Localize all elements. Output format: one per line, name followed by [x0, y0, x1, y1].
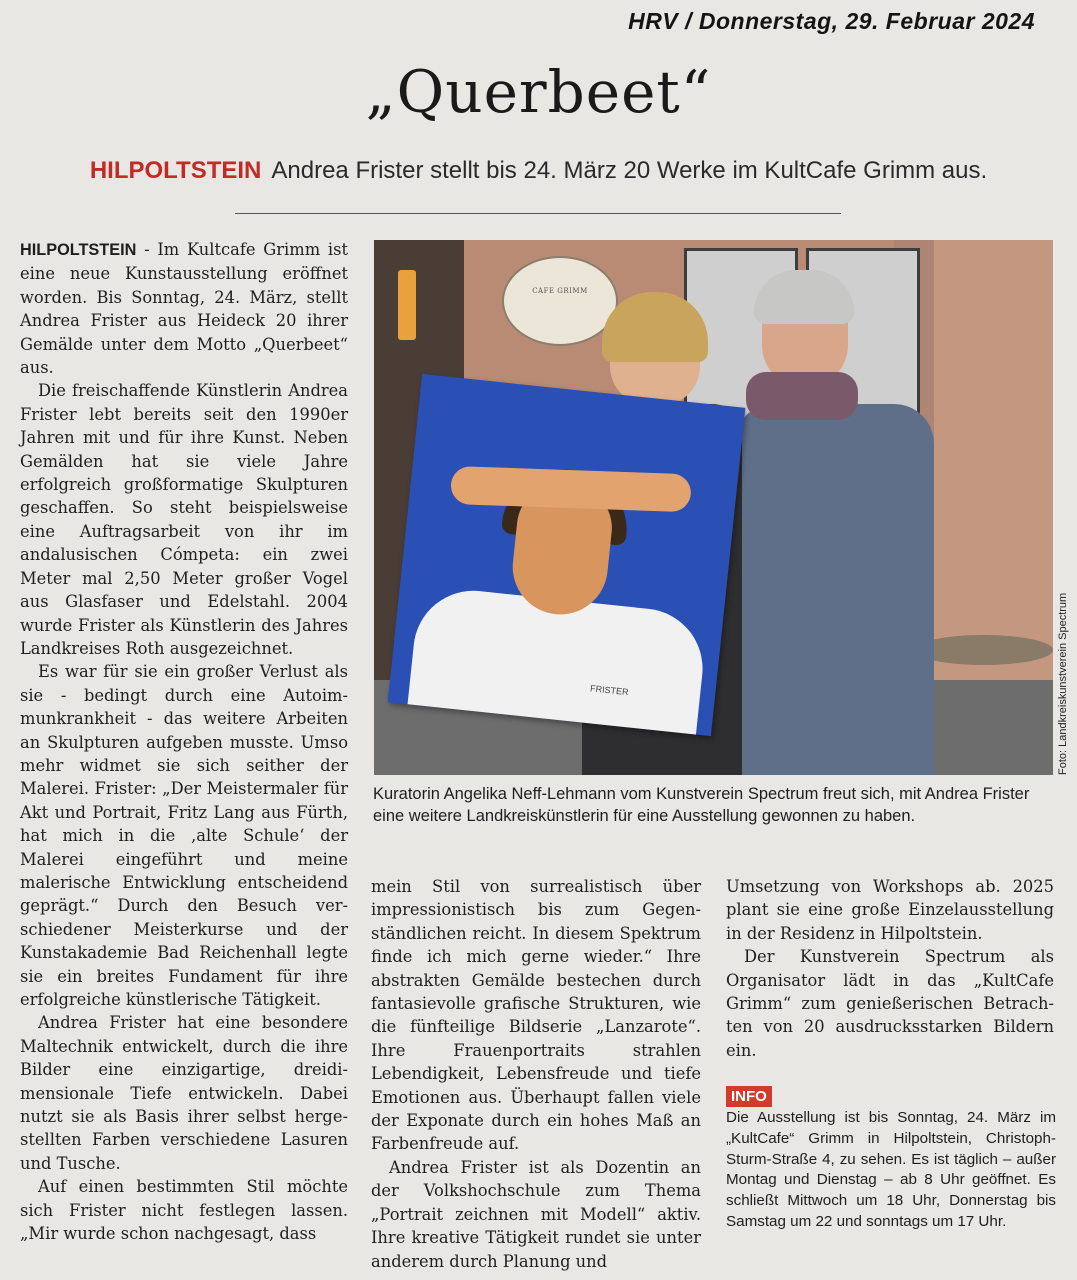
- paragraph: mein Stil von surrealistisch über impressionistisch bis zum Gegenständlichen reicht. In diesem Spektrum finde ich mich gerne wieder.“ Ihre abstrakten Gemälde bestechen durch fantasievolle grafische Strukturen, wie die fünfteilige Bildserie „Lanzarote“. Ihre Frauenportraits strahlen Lebendigkeit, Lebensfreude und tiefe Emotionen aus. Überhaupt fallen viele der Exponate durch ein hohes Maß an Farbenfreude auf.: [371, 877, 701, 1154]
- article-column-3: [726, 875, 1054, 1062]
- subheadline-text: Andrea Frister stellt bis 24. März 20 Werke im KultCafe Grimm aus.: [271, 157, 988, 184]
- subheadline: [0, 157, 1077, 185]
- headline-rule: [235, 213, 841, 214]
- lead-dateline: HILPOLTSTEIN: [20, 241, 137, 259]
- paragraph: Andrea Frister ist als Dozentin an der Volkshochschule zum Thema „Portrait zeichnen mit Modell“ aktiv. Ihre kreative Tätigkeit rundet sie unter anderem durch Planung und: [371, 1157, 701, 1271]
- paragraph: Die freischaffende Künstlerin Andrea Frister lebt bereits seit den 1990er Jahren mit und für ihre Kunst. Neben Gemälden hat sie viele Jahre erfolgreich großformatige Skulpturen geschaffen. So steht beispielsweise eine Auftragsarbeit von ihr im andalusischen Cómpeta: ein zwei Meter mal 2,50 Meter großer Vogel aus Glasfaser und Edelstahl. 2004 wurde Frister als Künstlerin des Jahres Landkreises Roth ausgezeichnet.: [20, 381, 348, 658]
- painting-portrait: [388, 374, 746, 736]
- info-badge: INFO: [726, 1086, 772, 1107]
- paragraph: Auf einen bestimmten Stil möchte sich Frister nicht festlegen lassen. „Mir wurde schon nachgesagt, dass: [20, 1177, 348, 1244]
- painting-signature: FRISTER: [589, 683, 630, 698]
- person-right: [734, 276, 934, 775]
- article-column-2: [371, 875, 701, 1273]
- paragraph: Andrea Frister hat eine besondere Maltechnik entwickelt, durch die ihre Bilder eine einzigartige, dreidimensionale Tiefe entwickeln. Dabei nutzt sie als Basis ihrer selbst hergestellten Farben verschiedene Lasuren und Tusche.: [20, 1013, 348, 1173]
- info-text: Die Ausstellung ist bis Sonntag, 24. März im „KultCafe“ Grimm in Hilpoltstein, Christoph-Sturm-Straße 4, zu sehen. Es ist täglich – außer Montag und Dienstag – ab 8 Uhr geöffnet. Es schließt Mittwoch um 18 Uhr, Donnerstag bis Samstag um 22 und sonntags um 17 Uhr.: [726, 1109, 1056, 1230]
- headline: „Querbeet“: [365, 58, 712, 126]
- plaque-text: CAFE GRIMM: [532, 287, 588, 295]
- paragraph: Umsetzung von Workshops ab. 2025 plant sie eine große Einzelausstellung in der Residenz in Hilpoltstein.: [726, 877, 1054, 943]
- article-column-1: [20, 238, 348, 1245]
- subheadline-kicker: HILPOLTSTEIN: [89, 157, 262, 184]
- article-photo: [374, 240, 1053, 775]
- paragraph: Der Kunstverein Spectrum als Organisator lädt in das „KultCafe Grimm“ zum genießerischen Betrachten von 20 ausdrucksstarken Bildern ein.: [726, 947, 1054, 1060]
- cafe-table: [914, 635, 1053, 665]
- paragraph: Es war für sie ein großer Verlust als sie - bedingt durch eine Autoimmunkrankheit - das weitere Arbeiten an Skulpturen aufgeben musste. Umso mehr widmet sie sich seither der Malerei. Frister: „Der Meistermaler für Akt und Portrait, Fritz Lang aus Fürth, hat mich in die ‚alte Schule‘ der Malerei eingeführt und meine malerische Entwicklung entscheidend geprägt.“ Durch den Besuch verschiedener Meisterkurse und der Kunstakademie Bad Reichenhall legte sie ein breites Fundament für ihre erfolgreiche künstlerische Tätigkeit.: [20, 662, 348, 1009]
- paragraph-text: - Im Kultcafe Grimm ist eine neue Kunstausstellung eröffnet worden. Bis Sonntag, 24. März, stellt Andrea Frister aus Heideck 20 ihrer Gemälde unter dem Motto „Querbeet“ aus.: [20, 240, 348, 378]
- paragraph: [20, 238, 348, 379]
- dateline: HRV / Donnerstag, 29. Februar 2024: [628, 8, 1035, 34]
- lamp: [398, 270, 416, 340]
- photo-caption: Kuratorin Angelika Neff-Lehmann vom Kunstverein Spectrum freut sich, mit Andrea Frister eine weitere Landkreiskünstlerin für eine Ausstellung gewonnen zu haben.: [373, 785, 1030, 825]
- photo-credit: Foto: Landkreiskunstverein Spectrum: [1057, 592, 1069, 775]
